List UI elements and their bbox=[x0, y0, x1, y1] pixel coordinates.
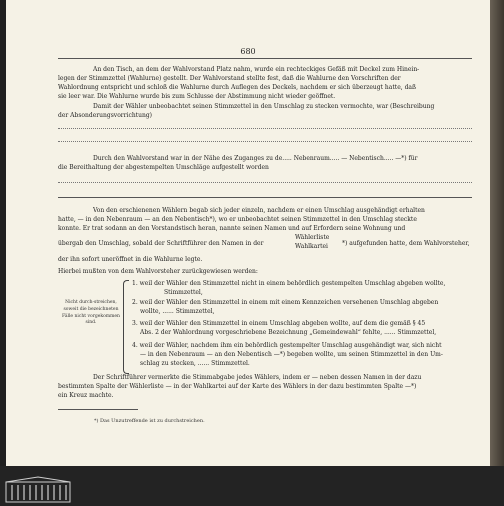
book-spine bbox=[490, 0, 504, 466]
rejection-item: 2. weil der Wähler den Stimmzettel in einem mit einem Kennzeichen versehenen Umschlag abgeben bbox=[132, 299, 439, 306]
rejection-item: 3. weil der Wähler den Stimmzettel in einem Umschlag abgeben wollte, auf dem die gemäß § 45 bbox=[132, 320, 426, 327]
rejection-item: Stimmzettel, bbox=[164, 289, 203, 296]
para4-line: konnte. Er trat sodann an den Vorstandstisch heran, nannte seinen Namen und auf Erfordern seine Wohnung und bbox=[58, 225, 406, 232]
para5-line: ein Kreuz machte. bbox=[58, 392, 114, 399]
rejection-item: 4. weil der Wähler, nachdem ihm ein behördlich gestempelter Umschlag ausgehändigt war, sich nicht bbox=[132, 342, 442, 349]
rejection-item: — in den Nebenraum — an den Nebentisch —*) begeben wollte, um seinen Stimmzettel in den Um- bbox=[140, 351, 443, 358]
para4-line: übergab den Umschlag, sobald der Schriftführer den Namen in der bbox=[58, 240, 264, 247]
para4-line: der ihn sofort uneröffnet in die Wahlurne legte. bbox=[58, 256, 203, 263]
para5-line: Der Schriftführer vermerkte die Stimmabgabe jedes Wählers, indem er — neben dessen Namen in der dazu bbox=[93, 374, 422, 381]
rejection-item: wollte, ...... Stimmzettel, bbox=[140, 308, 215, 315]
para2-line: der Absonderungsvorrichtung) bbox=[58, 112, 153, 119]
document-page bbox=[6, 0, 490, 466]
para4-line: Von den erschienenen Wählern begab sich jeder einzeln, nachdem er einen Umschlag ausgehändigt erhalten bbox=[93, 207, 425, 214]
section-rule bbox=[58, 197, 472, 198]
voter-file-option: Wahlkartei bbox=[295, 243, 328, 250]
voter-list-option: Wählerliste bbox=[295, 234, 330, 241]
footnote-rule bbox=[58, 409, 138, 410]
page-number: 680 bbox=[240, 47, 256, 56]
top-rule bbox=[58, 58, 472, 59]
rejection-item: 1. weil der Wähler den Stimmzettel nicht in einem behördlich gestempelten Umschlag abgeben wollte, bbox=[132, 280, 446, 287]
side-note: Nicht durch-streichen, soweit die bezeichneten Fälle nicht vorgekommen sind. bbox=[62, 300, 120, 326]
rejection-intro: Hierbei mußten von dem Wahlvorsteher zurückgewiesen werden: bbox=[58, 268, 258, 275]
list-brace bbox=[123, 280, 129, 374]
para4-line: *) aufgefunden hatte, dem Wahlvorsteher, bbox=[342, 240, 470, 247]
rejection-item: Abs. 2 der Wahlordnung vorgeschriebene Bezeichnung „Gemeindewahl“ fehlte, ...... Stimmzettel, bbox=[140, 329, 437, 336]
para1-line: Wahlordnung entspricht und schloß die Wahlurne durch Auflegen des Deckels, nachdem er sich überzeugt hatte, daß bbox=[58, 84, 416, 91]
viewer-footer bbox=[0, 466, 504, 506]
fill-in-line bbox=[58, 141, 472, 142]
para3-line: Durch den Wahlvorstand war in der Nähe des Zuganges zu de..... Nebenraum..... — Nebentisch..... —*) für bbox=[93, 155, 418, 162]
library-logo-icon bbox=[4, 476, 72, 504]
fill-in-line bbox=[58, 128, 472, 129]
para5-line: bestimmten Spalte der Wählerliste — in der Wahlkartei auf der Karte des Wählers in der dazu bestimmten Spalte —*) bbox=[58, 383, 417, 390]
para2-line: Damit der Wähler unbeobachtet seinen Stimmzettel in den Umschlag zu stecken vermochte, war (Beschreibung bbox=[93, 103, 435, 110]
para1-line: legen der Stimmzettel (Wahlurne) gestellt. Der Wahlvorstand stellte fest, daß die Wahlurne den Vorschriften der bbox=[58, 75, 401, 82]
para4-line: hatte, — in den Nebenraum — an den Nebentisch*), wo er unbeobachtet seinen Stimmzettel in den Umschlag steckte bbox=[58, 216, 417, 223]
rejection-item: schlag zu stecken, ...... Stimmzettel. bbox=[140, 360, 250, 367]
para1-line: An den Tisch, an dem der Wahlvorstand Platz nahm, wurde ein rechteckiges Gefäß mit Deckel zum Hinein- bbox=[93, 66, 420, 73]
para3-line: die Bereithaltung der abgestempelten Umschläge aufgestellt worden bbox=[58, 164, 269, 171]
footnote: *) Das Unzutreffende ist zu durchstreichen. bbox=[94, 418, 205, 424]
fill-in-line bbox=[58, 182, 472, 183]
para1-line: sie leer war. Die Wahlurne wurde bis zum Schlusse der Abstimmung nicht wieder geöffnet. bbox=[58, 93, 336, 100]
